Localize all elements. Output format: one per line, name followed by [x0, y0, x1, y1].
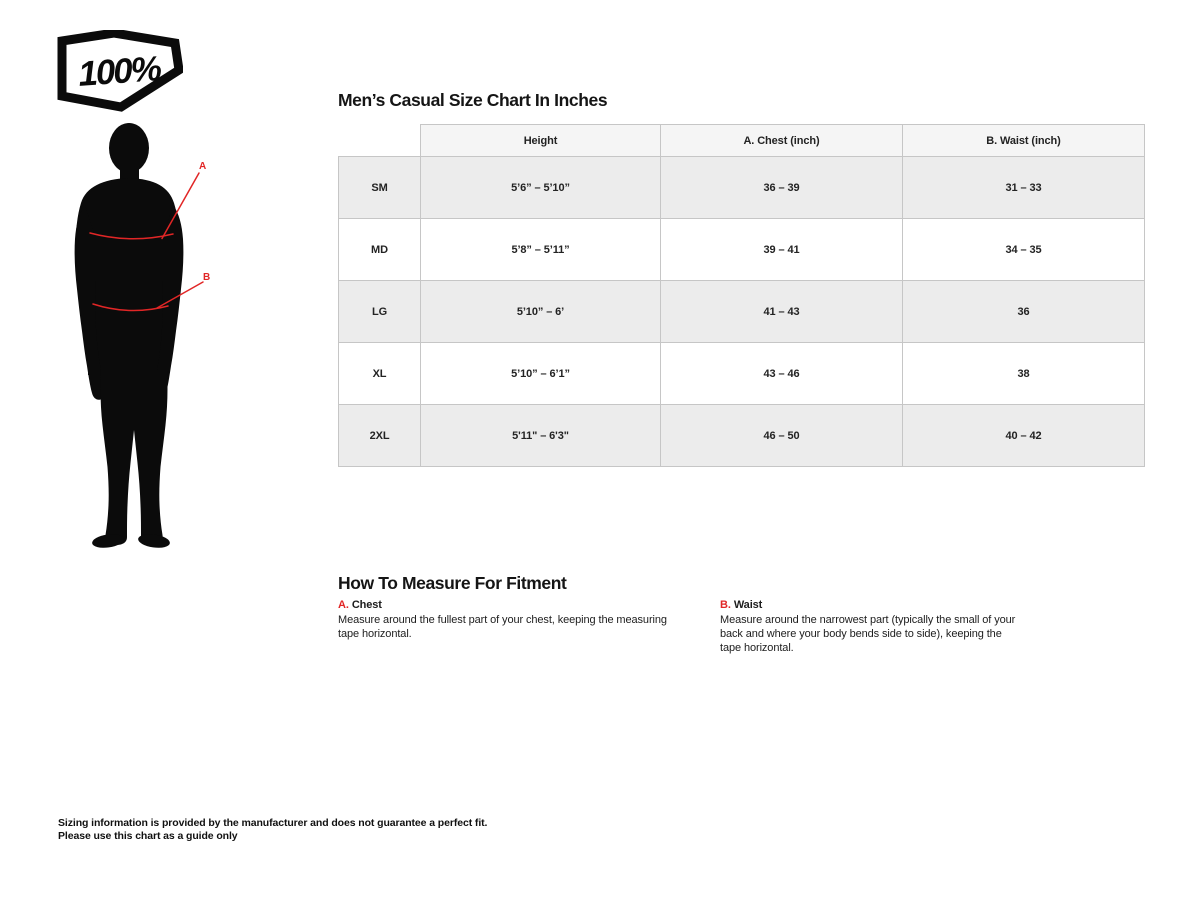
measure-description-chest: Measure around the fullest part of your chest, keeping the measuring tape horizontal.	[338, 614, 667, 640]
disclaimer	[58, 817, 487, 843]
measure-item-waist	[720, 598, 1020, 655]
column-header-height: Height	[421, 125, 661, 157]
measure-letter-a: A.	[338, 599, 349, 611]
figure-label-a: A	[199, 161, 207, 172]
measure-name-waist: Waist	[733, 599, 763, 611]
waist-cell-2xl: 40 – 42	[903, 405, 1145, 467]
height-cell-2xl: 5'11" – 6'3"	[421, 405, 661, 467]
measure-label-waist	[720, 598, 1020, 612]
waist-cell-md: 34 – 35	[903, 219, 1145, 281]
disclaimer-line-2: Please use this chart as a guide only	[58, 830, 238, 842]
figure-label-b: B	[203, 272, 211, 283]
size-label-lg: LG	[339, 281, 421, 343]
table-row-lg	[339, 281, 1145, 343]
height-cell-xl: 5’10” – 6’1”	[421, 343, 661, 405]
body-silhouette-icon	[55, 115, 220, 560]
column-header-chest: A. Chest (inch)	[661, 125, 903, 157]
size-label-md: MD	[339, 219, 421, 281]
waist-cell-lg: 36	[903, 281, 1145, 343]
height-cell-md: 5’8” – 5’11”	[421, 219, 661, 281]
measure-description-waist: Measure around the narrowest part (typically the small of your back and where your body bends side to side), keeping the tape horizontal.	[720, 614, 1016, 654]
disclaimer-line-1: Sizing information is provided by the manufacturer and does not guarantee a perfect fit.	[58, 817, 488, 829]
table-header-row	[339, 125, 1145, 157]
chest-cell-md: 39 – 41	[661, 219, 903, 281]
chest-cell-lg: 41 – 43	[661, 281, 903, 343]
measure-name-chest: Chest	[351, 599, 382, 611]
table-row-sm	[339, 157, 1145, 219]
brand-logo-text: 100%	[77, 49, 162, 94]
size-label-xl: XL	[339, 343, 421, 405]
chest-cell-sm: 36 – 39	[661, 157, 903, 219]
measure-letter-b: B.	[720, 599, 731, 611]
table-corner-cell	[339, 125, 421, 157]
measure-label-chest	[338, 598, 673, 612]
chest-cell-xl: 43 – 46	[661, 343, 903, 405]
measure-section-heading: How To Measure For Fitment	[338, 573, 567, 593]
size-chart-table	[338, 124, 1145, 467]
table-row-2xl	[339, 405, 1145, 467]
column-header-waist: B. Waist (inch)	[903, 125, 1145, 157]
brand-logo	[57, 30, 183, 112]
size-label-2xl: 2XL	[339, 405, 421, 467]
table-row-xl	[339, 343, 1145, 405]
waist-cell-xl: 38	[903, 343, 1145, 405]
height-cell-sm: 5’6” – 5’10”	[421, 157, 661, 219]
measure-item-chest	[338, 598, 673, 641]
brand-logo-badge-icon	[57, 30, 183, 112]
size-chart-title: Men’s Casual Size Chart In Inches	[338, 90, 608, 110]
table-row-md	[339, 219, 1145, 281]
size-label-sm: SM	[339, 157, 421, 219]
measurement-figure	[55, 115, 220, 560]
waist-cell-sm: 31 – 33	[903, 157, 1145, 219]
chest-cell-2xl: 46 – 50	[661, 405, 903, 467]
height-cell-lg: 5’10” – 6’	[421, 281, 661, 343]
